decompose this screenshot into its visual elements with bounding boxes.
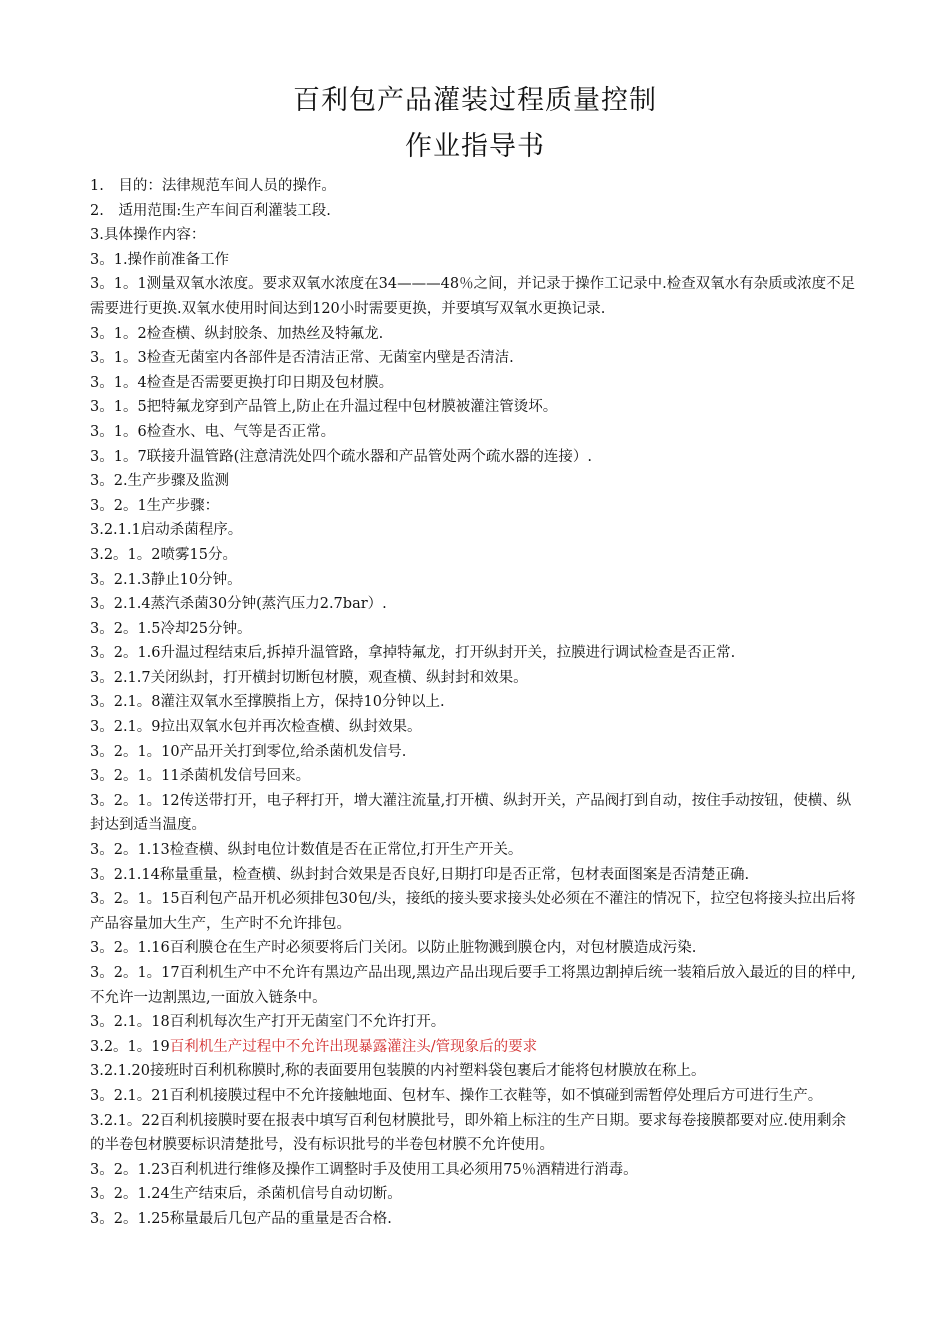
instruction-line: 3。2。1.5冷却25分钟。 <box>90 620 252 637</box>
instruction-number: 3.2。1。19 <box>90 1038 170 1055</box>
instruction-line <box>90 1035 860 1060</box>
instruction-line: 1. 目的：法律规范车间人员的操作。 <box>90 178 336 194</box>
instruction-line: 3。2。1.25称量最后几包产品的重量是否合格. <box>90 1210 392 1227</box>
instruction-line: 3。2.生产步骤及监测 <box>90 473 230 490</box>
instruction-line: 3。1。4检查是否需要更换打印日期及包材膜。 <box>90 374 394 391</box>
instruction-line: 2. 适用范围:生产车间百利灌装工段. <box>90 202 331 219</box>
instruction-line: 3。2。1。12传送带打开，电子秤打开，增大灌注流量,打开横、纵封开关，产品阀打到自动，按住手动按钮，使横、纵封达到适当温度。 <box>90 792 852 834</box>
instruction-line: 3。2。1生产步骤： <box>90 497 220 514</box>
instruction-line: 3。1。1测量双氧水浓度。要求双氧水浓度在34———48％之间，并记录于操作工记录中.检查双氧水有杂质或浓度不足需要进行更换.双氧水使用时间达到120小时需要更换，并要填写双氧水更换记录. <box>90 276 856 317</box>
instruction-line: 3。2.1。9拉出双氧水包并再次检查横、纵封效果。 <box>90 719 422 736</box>
instruction-line: 3。1。2检查横、纵封胶条、加热丝及特氟龙. <box>90 325 384 342</box>
instruction-line: 3.2。1。2喷雾15分。 <box>90 546 237 563</box>
instruction-line: 3。2.1。8灌注双氧水至撑膜指上方，保持10分钟以上. <box>90 694 445 711</box>
document-page <box>90 78 860 1232</box>
instruction-line: 3。2。1.23百利机进行维修及操作工调整时手及使用工具必须用75％酒精进行消毒。 <box>90 1161 638 1178</box>
instruction-line: 3。2.1.7关闭纵封，打开横封切断包材膜，观查横、纵封封和效果。 <box>90 669 528 686</box>
instruction-line: 3.2.1。22百利机接膜时要在报表中填写百利包材膜批号，即外箱上标注的生产日期。要求每卷接膜都要对应.使用剩余的半卷包材膜要标识清楚批号，没有标识批号的半卷包材膜不允许使用。 <box>90 1112 846 1154</box>
instruction-line: 3。1。6检查水、电、气等是否正常。 <box>90 423 336 440</box>
document-title: 百利包产品灌装过程质量控制 <box>293 85 657 116</box>
instruction-line: 3。2.1.3静止10分钟。 <box>90 571 242 588</box>
instruction-line: 3。2。1。10产品开关打到零位,给杀菌机发信号. <box>90 743 407 760</box>
instruction-line: 3。2.1.14称量重量，检查横、纵封封合效果是否良好,日期打印是否正常，包材表面图案是否清楚正确. <box>90 866 750 883</box>
instruction-line: 3。1。5把特氟龙穿到产品管上,防止在升温过程中包材膜被灌注管烫坏。 <box>90 399 558 416</box>
instruction-line: 3.具体操作内容： <box>90 227 206 244</box>
instruction-line: 3。2。1。17百利机生产中不允许有黑边产品出现,黑边产品出现后要手工将黑边割掉后统一装箱后放入最近的目的样中,不允许一边割黑边,一面放入链条中。 <box>90 965 856 1006</box>
instruction-line: 3。2.1。21百利机接膜过程中不允许接触地面、包材车、操作工衣鞋等，如不慎碰到需暂停处理后方可进行生产。 <box>90 1087 823 1104</box>
instruction-line: 3。2.1.4蒸汽杀菌30分钟(蒸汽压力2.7bar）. <box>90 596 387 613</box>
instruction-line: 3。1。7联接升温管路(注意清洗处四个疏水器和产品管处两个疏水器的连接）. <box>90 448 592 465</box>
instruction-line: 3。2。1.6升温过程结束后,拆掉升温管路，拿掉特氟龙，打开纵封开关，拉膜进行调试检查是否正常. <box>90 645 736 662</box>
instruction-line: 3。1。3检查无菌室内各部件是否清洁正常、无菌室内壁是否清洁. <box>90 350 514 367</box>
instruction-text: 百利机生产过程中不允许出现暴露灌注头/管现象后的要求 <box>169 1038 538 1055</box>
instruction-line: 3。2。1.16百利膜仓在生产时必须要将后门关闭。以防止脏物溅到膜仓内，对包材膜造成污染. <box>90 940 697 957</box>
instruction-line: 3。2.1。18百利机每次生产打开无菌室门不允许打开。 <box>90 1014 446 1031</box>
instruction-list <box>90 174 860 1232</box>
document-subtitle: 作业指导书 <box>405 131 545 162</box>
instruction-line: 3。1.操作前准备工作 <box>90 251 230 268</box>
instruction-line: 3。2。1。15百利包产品开机必须排包30包/头，接纸的接头要求接头处必须在不灌注的情况下，拉空包将接头拉出后将产品容量加大生产，生产时不允许排包。 <box>90 891 856 932</box>
instruction-line: 3。2。1.24生产结束后，杀菌机信号自动切断。 <box>90 1186 402 1203</box>
instruction-line: 3.2.1.1启动杀菌程序。 <box>90 522 243 539</box>
instruction-line: 3。2。1。11杀菌机发信号回来。 <box>90 768 311 785</box>
instruction-line: 3.2.1.20接班时百利机称膜时,称的表面要用包装膜的内衬塑料袋包裹后才能将包材膜放在称上。 <box>90 1063 706 1080</box>
instruction-line: 3。2。1.13检查横、纵封电位计数值是否在正常位,打开生产开关。 <box>90 842 523 859</box>
